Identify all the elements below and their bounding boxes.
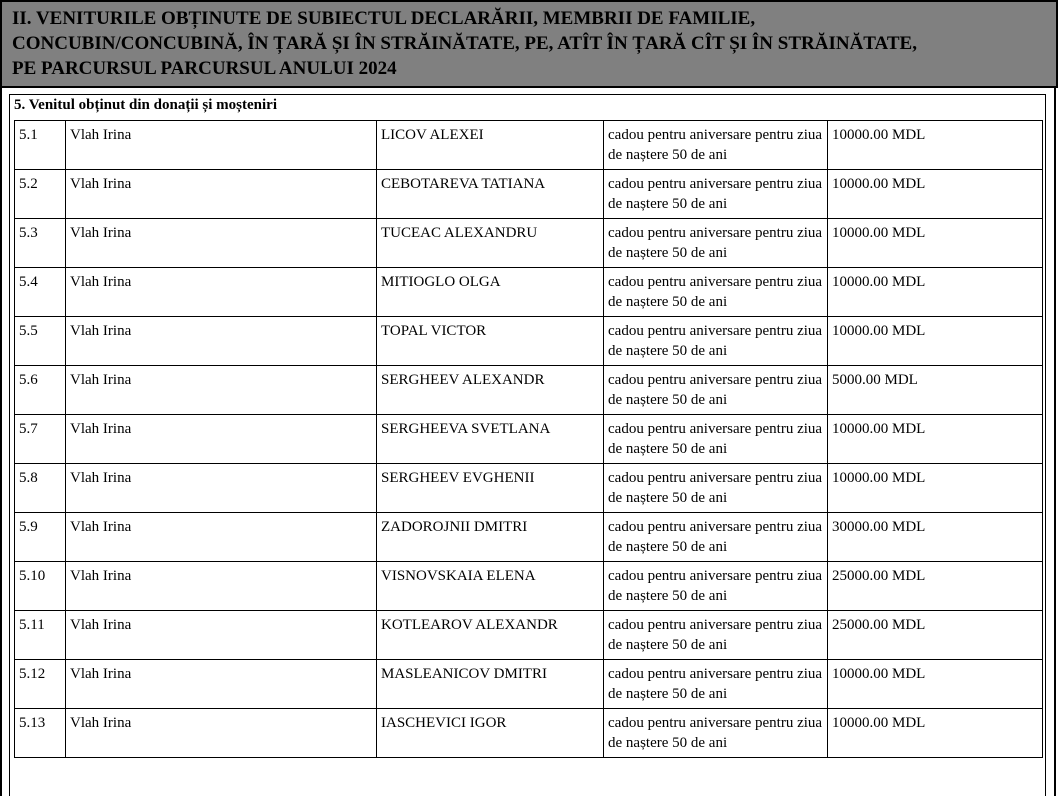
donor-name: MITIOGLO OLGA [377,268,604,317]
recipient-name: Vlah Irina [66,611,377,660]
income-amount: 10000.00 MDL [828,660,1043,709]
income-amount: 10000.00 MDL [828,317,1043,366]
income-description: cadou pentru aniversare pentru ziua de naștere 50 de ani [604,170,828,219]
row-number: 5.2 [15,170,66,219]
row-number: 5.5 [15,317,66,366]
subsection-title: 5. Venitul obținut din donații și moșteniri [14,97,277,113]
table-row [15,709,1043,758]
income-amount: 25000.00 MDL [828,611,1043,660]
table-row [15,562,1043,611]
cut-off-text [14,786,1044,796]
row-number: 5.10 [15,562,66,611]
income-amount: 10000.00 MDL [828,121,1043,170]
income-description: cadou pentru aniversare pentru ziua de naștere 50 de ani [604,562,828,611]
table-row [15,317,1043,366]
recipient-name: Vlah Irina [66,660,377,709]
income-description: cadou pentru aniversare pentru ziua de naștere 50 de ani [604,464,828,513]
recipient-name: Vlah Irina [66,219,377,268]
table-row [15,513,1043,562]
row-number: 5.7 [15,415,66,464]
table-row [15,219,1043,268]
income-amount: 10000.00 MDL [828,170,1043,219]
income-description: cadou pentru aniversare pentru ziua de naștere 50 de ani [604,317,828,366]
income-description: cadou pentru aniversare pentru ziua de naștere 50 de ani [604,121,828,170]
income-table [14,120,1043,758]
row-number: 5.1 [15,121,66,170]
income-description: cadou pentru aniversare pentru ziua de naștere 50 de ani [604,415,828,464]
income-description: cadou pentru aniversare pentru ziua de naștere 50 de ani [604,611,828,660]
table-row [15,464,1043,513]
table-row [15,366,1043,415]
recipient-name: Vlah Irina [66,317,377,366]
donor-name: IASCHEVICI IGOR [377,709,604,758]
row-number: 5.8 [15,464,66,513]
donor-name: TOPAL VICTOR [377,317,604,366]
recipient-name: Vlah Irina [66,268,377,317]
income-description: cadou pentru aniversare pentru ziua de naștere 50 de ani [604,366,828,415]
income-amount: 10000.00 MDL [828,219,1043,268]
section-header: II. VENITURILE OBȚINUTE DE SUBIECTUL DECLARĂRII, MEMBRII DE FAMILIE, CONCUBIN/CONCUBINĂ, ÎN ȚARĂ ȘI ÎN STRĂINĂTATE, PE, ATÎT ÎN ȚARĂ CÎT ȘI ÎN STRĂINĂTATE, PE PARCURSUL PARCURSUL ANULUI 2024 [0,0,1058,88]
recipient-name: Vlah Irina [66,513,377,562]
row-number: 5.13 [15,709,66,758]
table-row [15,415,1043,464]
income-table-body [15,121,1043,758]
donor-name: KOTLEAROV ALEXANDR [377,611,604,660]
income-amount: 30000.00 MDL [828,513,1043,562]
recipient-name: Vlah Irina [66,709,377,758]
donor-name: SERGHEEV EVGHENII [377,464,604,513]
income-amount: 5000.00 MDL [828,366,1043,415]
recipient-name: Vlah Irina [66,121,377,170]
row-number: 5.6 [15,366,66,415]
row-number: 5.3 [15,219,66,268]
income-description: cadou pentru aniversare pentru ziua de naștere 50 de ani [604,660,828,709]
income-amount: 10000.00 MDL [828,268,1043,317]
income-amount: 10000.00 MDL [828,415,1043,464]
income-description: cadou pentru aniversare pentru ziua de naștere 50 de ani [604,268,828,317]
income-amount: 10000.00 MDL [828,709,1043,758]
recipient-name: Vlah Irina [66,170,377,219]
recipient-name: Vlah Irina [66,562,377,611]
row-number: 5.11 [15,611,66,660]
income-amount: 10000.00 MDL [828,464,1043,513]
table-row [15,121,1043,170]
income-description: cadou pentru aniversare pentru ziua de naștere 50 de ani [604,709,828,758]
donor-name: ZADOROJNII DMITRI [377,513,604,562]
table-row [15,660,1043,709]
row-number: 5.12 [15,660,66,709]
donor-name: CEBOTAREVA TATIANA [377,170,604,219]
table-row [15,611,1043,660]
donor-name: LICOV ALEXEI [377,121,604,170]
recipient-name: Vlah Irina [66,366,377,415]
donor-name: VISNOVSKAIA ELENA [377,562,604,611]
table-row [15,268,1043,317]
donor-name: TUCEAC ALEXANDRU [377,219,604,268]
recipient-name: Vlah Irina [66,415,377,464]
donor-name: SERGHEEVA SVETLANA [377,415,604,464]
income-description: cadou pentru aniversare pentru ziua de naștere 50 de ani [604,219,828,268]
donor-name: MASLEANICOV DMITRI [377,660,604,709]
donor-name: SERGHEEV ALEXANDR [377,366,604,415]
row-number: 5.9 [15,513,66,562]
income-description: cadou pentru aniversare pentru ziua de naștere 50 de ani [604,513,828,562]
recipient-name: Vlah Irina [66,464,377,513]
row-number: 5.4 [15,268,66,317]
income-amount: 25000.00 MDL [828,562,1043,611]
table-row [15,170,1043,219]
